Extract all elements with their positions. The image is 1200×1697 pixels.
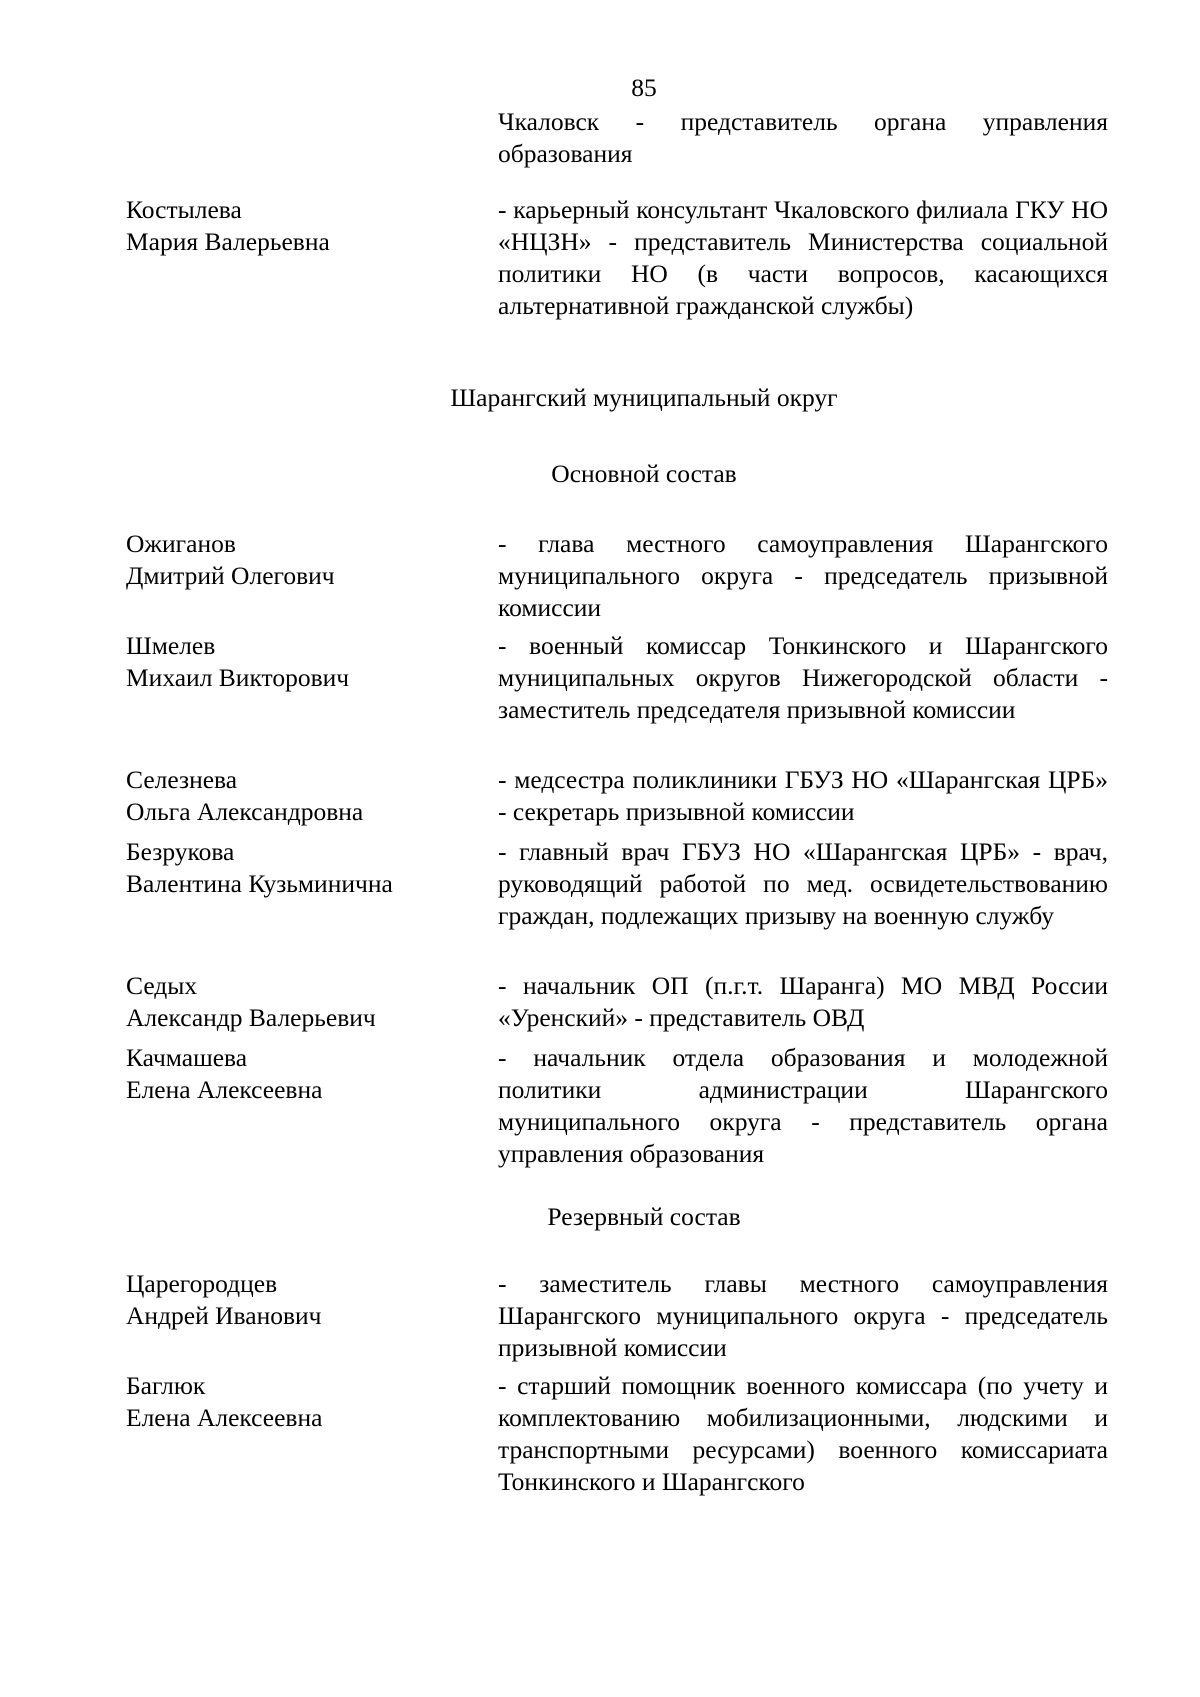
member-given-name: Дмитрий Олегович [126,561,335,590]
member-given-name: Елена Алексеевна [126,1075,323,1104]
member-surname: Баглюк [126,1371,206,1400]
member-role: - медсестра поликлиники ГБУЗ НО «Шарангская ЦРБ» - секретарь призывной комиссии [498,765,1108,826]
member-name [126,630,466,694]
continuation-text: Чкаловск - представитель органа управления образования [498,107,1108,168]
member-given-name: Елена Алексеевна [126,1403,323,1432]
member-given-name: Мария Валерьевна [126,227,330,256]
page-number: 85 [631,73,657,102]
member-name [126,970,466,1034]
member-role: - старший помощник военного комиссара (по учету и комплектованию мобилизационными, людскими и транспортными ресурсами) военного комиссариата Тонкинского и Шарангского [498,1371,1108,1496]
member-surname: Качмашева [126,1043,248,1072]
member-name [126,1268,466,1332]
member-surname: Седых [126,971,198,1000]
member-role: - карьерный консультант Чкаловского филиала ГКУ НО «НЦЗН» - представитель Министерства социальной политики НО (в части вопросов, касающихся альтернативной гражданской службы) [498,195,1108,320]
member-role: - военный комиссар Тонкинского и Шарангского муниципальных округов Нижегородской области - заместитель председателя призывной комиссии [498,631,1108,724]
member-role: - начальник отдела образования и молодежной политики администрации Шарангского муниципального округа - представитель органа управления образования [498,1043,1108,1168]
district-title: Шарангский муниципальный округ [450,383,838,412]
member-surname: Безрукова [126,837,235,866]
member-given-name: Ольга Александровна [126,797,364,826]
member-role: - заместитель главы местного самоуправления Шарангского муниципального округа - председатель призывной комиссии [498,1269,1108,1362]
member-name [126,836,466,900]
member-role: - главный врач ГБУЗ НО «Шарангская ЦРБ» - врач, руководящий работой по мед. освидетельствованию граждан, подлежащих призыву на военную службу [498,837,1108,930]
member-surname: Костылева [126,195,242,224]
member-role: - глава местного самоуправления Шарангского муниципального округа - председатель призывной комиссии [498,529,1108,622]
member-surname: Селезнева [126,765,238,794]
member-given-name: Андрей Иванович [126,1301,322,1330]
member-name [126,528,466,592]
member-given-name: Михаил Викторович [126,663,350,692]
member-role: - начальник ОП (п.г.т. Шаранга) МО МВД России «Уренский» - представитель ОВД [498,971,1108,1032]
reserve-composition-heading: Резервный состав [547,1202,741,1231]
member-name [126,1042,466,1106]
member-name [126,194,466,258]
member-given-name: Александр Валерьевич [126,1003,376,1032]
main-composition-heading: Основной состав [551,459,737,488]
member-surname: Шмелев [126,631,216,660]
member-surname: Царегородцев [126,1269,278,1298]
member-given-name: Валентина Кузьминична [126,869,393,898]
member-name [126,1370,466,1434]
member-surname: Ожиганов [126,529,236,558]
member-name [126,764,466,828]
